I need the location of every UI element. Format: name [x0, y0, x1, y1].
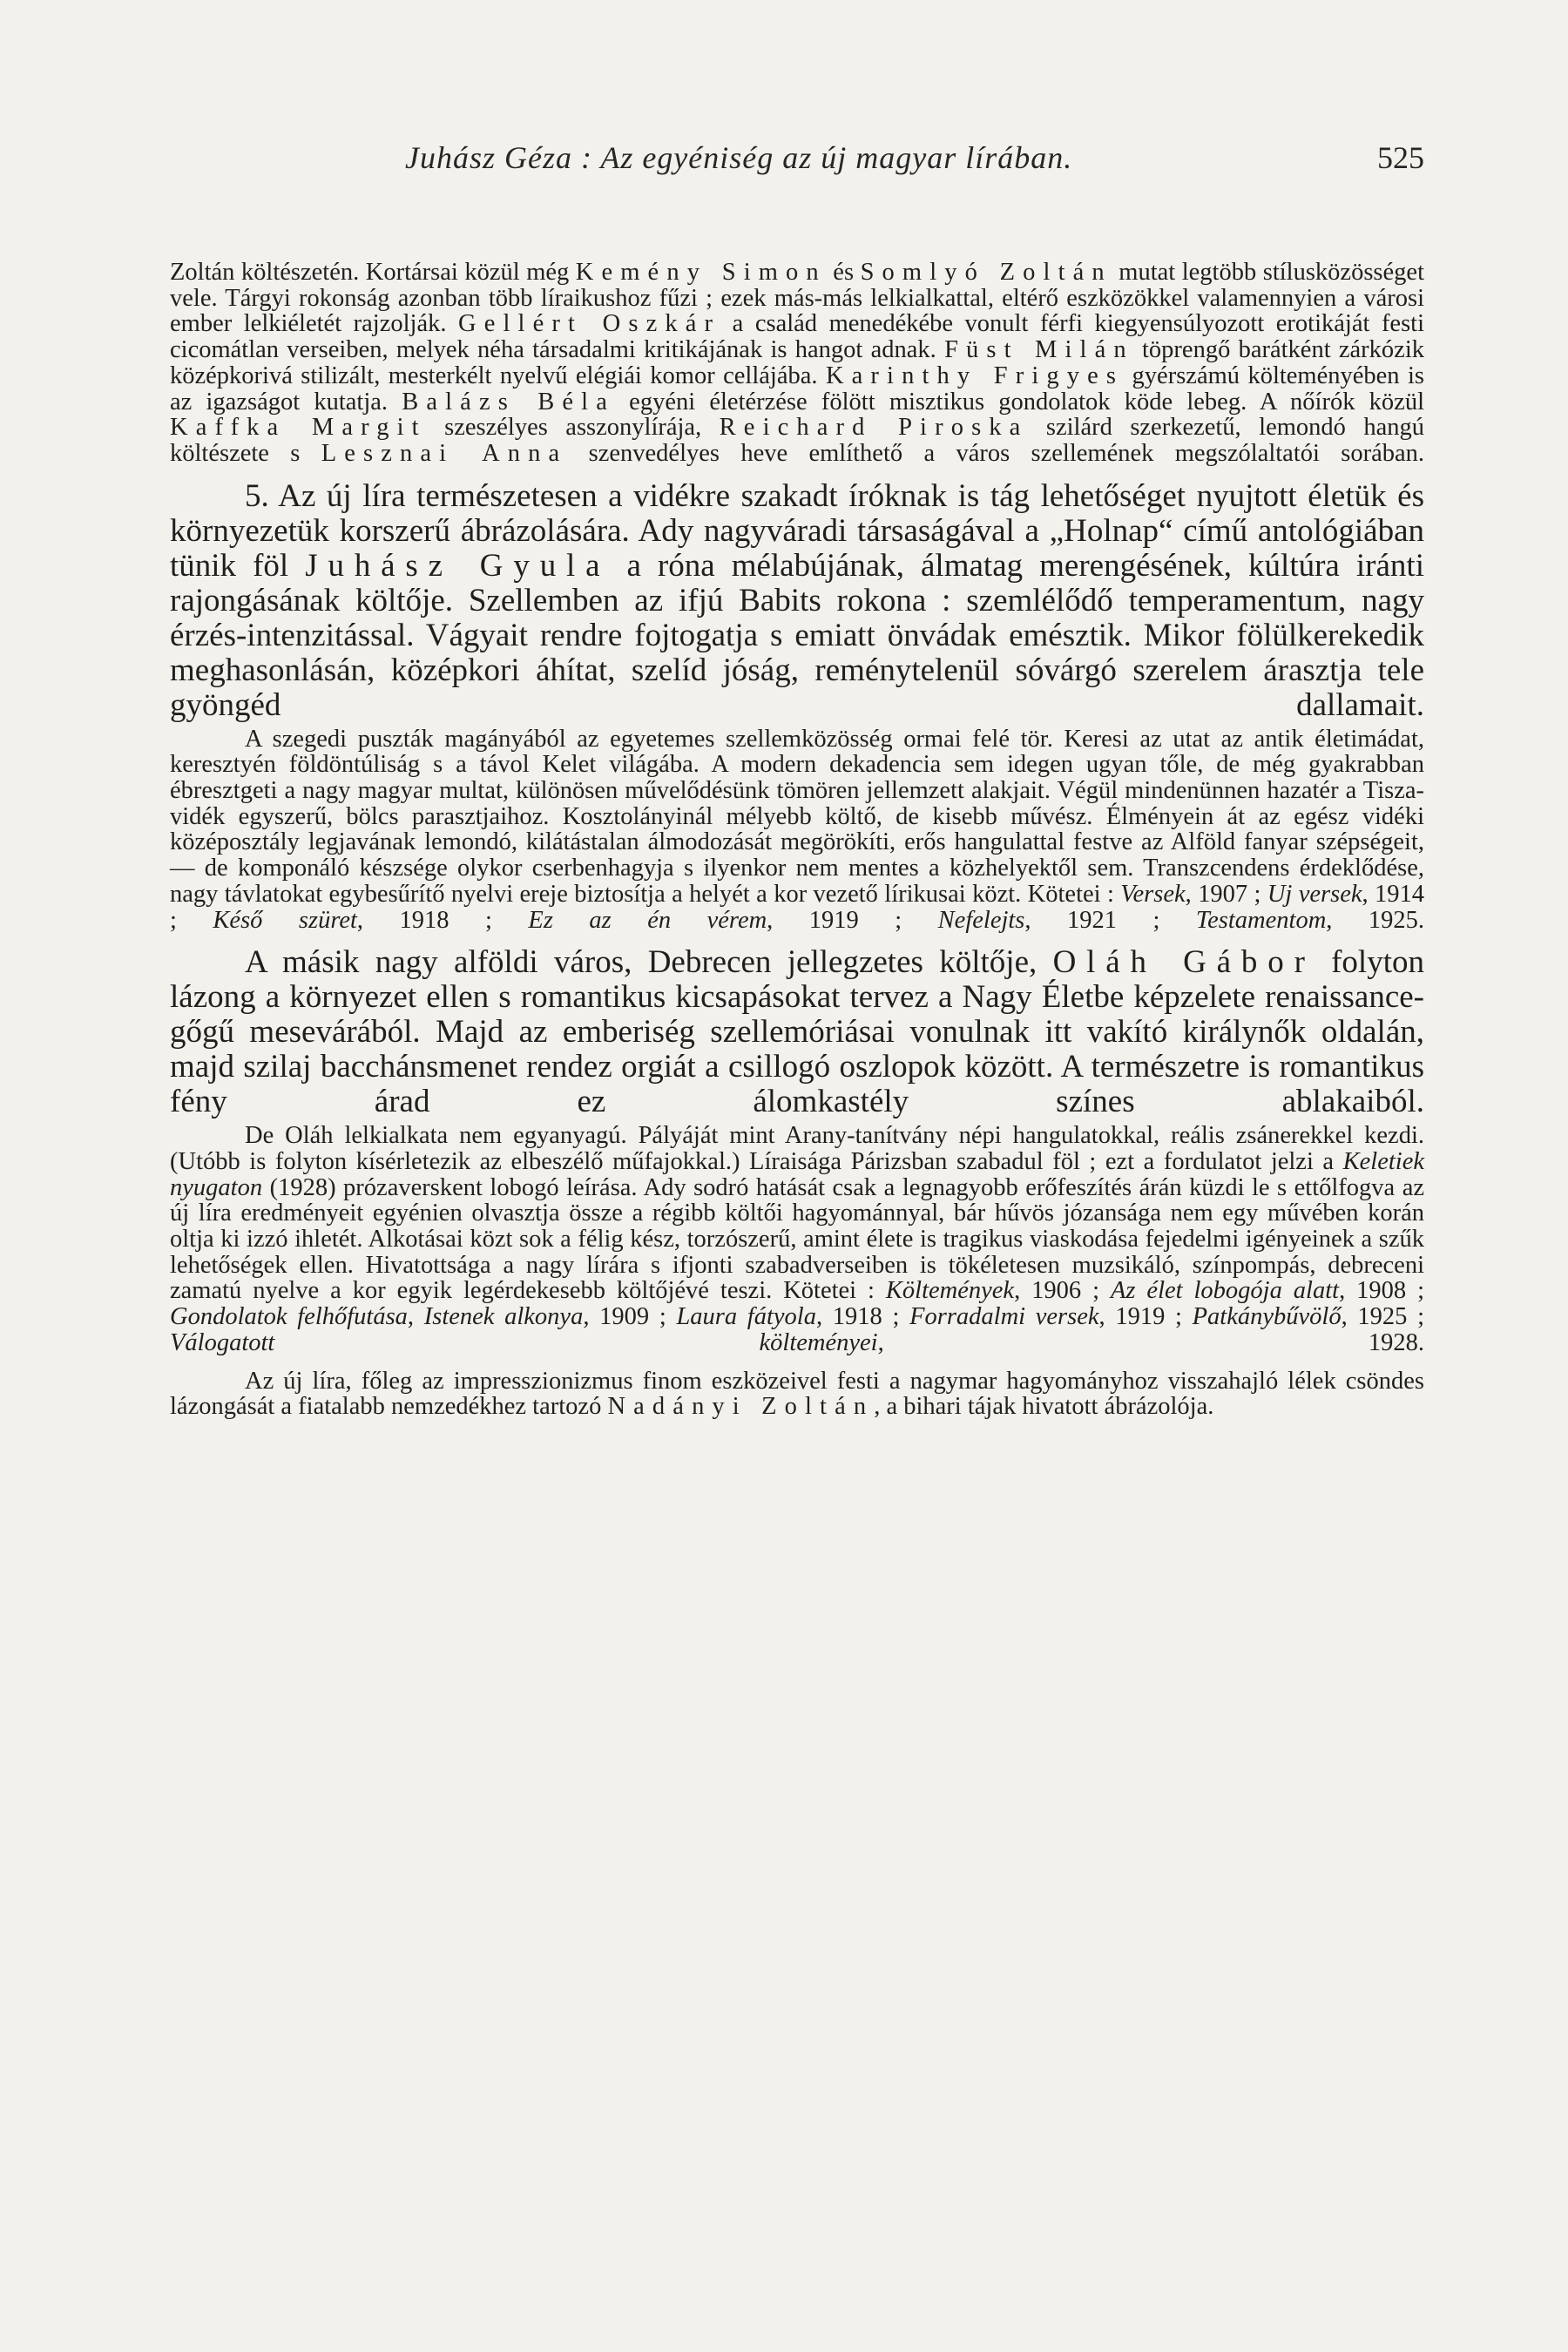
page-body [170, 260, 1424, 1420]
text-run: , a bihari tájak hivatott ábrázolója. [874, 1393, 1214, 1421]
author-name: Balázs Béla [402, 388, 615, 416]
book-title: Patkánybűvölő [1192, 1303, 1342, 1331]
author-name: Füst Milán [944, 336, 1134, 364]
text-run: mutat legtöbb stílusközösséget vele. Tárgyi rokonság azonban több líraikushoz fűzi ; ezek más-más lelkialkattal, eltérő eszközökkel valamennyien a városi ember lelkiéletét rajzolják. [170, 259, 1424, 338]
text-run: , 1925. [1326, 906, 1425, 934]
text-run: De Oláh lelkialkata nem egyanyagú. Pályáját mint Arany-tanítvány népi hangulatokkal, reális zsánerekkel kezdi. (Utóbb is folyton kísérletezik az elbeszélő műfajokkal.) Líraisága Párizsban szabadul föl ; ezt a fordulatot jelzi a [170, 1122, 1424, 1175]
book-title: Versek [1120, 880, 1186, 908]
text-run: töprengő barátként zárkózik középkorivá stilizált, mesterkélt nyelvű elégiái komor cellájába. [170, 336, 1424, 389]
text-run: Zoltán költészetén. Kortársai közül még [170, 259, 576, 286]
book-title: Forradalmi versek [909, 1303, 1099, 1331]
text-run: gyérszámú költeményében is az igazságot kutatja. [170, 362, 1424, 416]
text-run: , 1919 ; [1098, 1303, 1193, 1331]
text-run: Az új líra, főleg az impresszionizmus finom eszközeivel festi a nagymar hagyományhoz visszahajló lélek csöndes lázongását a fiatalabb nemzedékhez tartozó [170, 1367, 1424, 1421]
author-name: Karinthy Frigyes [825, 362, 1125, 389]
book-title: Válogatott költeményei [170, 1328, 878, 1356]
text-run: , 1909 ; [583, 1303, 677, 1331]
author-name: Gellért Oszkár [458, 310, 721, 338]
paragraph-3 [170, 727, 1424, 934]
text-run: , 1928. [877, 1328, 1425, 1356]
text-run: , 1914 ; [170, 880, 1425, 934]
book-title: Uj versek [1267, 880, 1362, 908]
text-run: szeszélyes asszonylírája, [426, 414, 720, 442]
text-run: , 1925 ; [1341, 1303, 1425, 1331]
book-title: Keletiek nyugaton [170, 1147, 1424, 1201]
text-run: szilárd szerkezetű, lemondó hangú költészete s [170, 414, 1424, 467]
text-run: , 1906 ; [1014, 1277, 1111, 1305]
book-title: Gondolatok felhőfutása [170, 1303, 408, 1331]
book-title: Laura fátyola [676, 1303, 816, 1331]
text-run: (1928) prózaverskent lobogó leírása. Ady sodró hatását csak a legnagyobb erőfeszítés árán küzdi le s ettőlfogva az új líra eredményeit egyénien olvasztja össze a régibb költői hagyománnyal, bár hűvös józansága nem egy művében korán oltja ki izzó ihletét. Alkotásai közt sok a félig kész, torzószerű, amint élete is tragikus viaskodása fejedelmi igényeinek a szűk lehetőségek ellen. Hivatottsága a nagy lírára s ifjonti szabadverseiben is tökéletesen muzsikáló, színpompás, debreceni zamatú nyelve a kor egyik legérdekesebb költőjévé teszi. Kötetei : [170, 1173, 1424, 1305]
author-name: Kemény Simon [575, 259, 827, 286]
text-run: A másik nagy alföldi város, Debrecen jellegzetes költője, [245, 944, 1053, 981]
text-run: , 1918 ; [815, 1303, 910, 1331]
text-run: , 1907 ; [1185, 880, 1267, 908]
author-name: Juhász Gyula [305, 547, 611, 584]
text-run: A szegedi puszták magányából az egyetemes szellemközösség ormai felé tör. Keresi az utat az antik életimádat, keresztyén földöntúliság s a távol Kelet világába. A modern dekadencia sem idegen ugyan tőle, de még gyakrabban ébresztgeti a nagy magyar multat, különösen művelődésünk tömören jellemzett alakjait. Végül mindenünnen hazatér a Tisza-vidék egyszerű, bölcs parasztjaihoz. Kosztolányinál mélyebb költő, de kisebb művész. Élményein át az egész vidéki középosztály legjavának lemondó, kilátástalan álmodozását megörökíti, erős hangulattal festve az Alföld fanyar szépségeit, — de komponáló készsége olykor cserbenhagyja s ilyenkor nem mentes a közhelyektől sem. Transzcendens érdeklődése, nagy távlatokat egybesűrítő nyelvi ereje biztosítja a helyét a kor vezető lírikusai közt. Kötetei : [170, 725, 1424, 908]
text-run: , 1919 ; [767, 906, 938, 934]
text-run: 5. Az új líra természetesen a vidékre szakadt íróknak is tág lehetőséget nyujtott életük és környezetük korszerű ábrázolására. Ady nagyváradi társaságával a „Holnap“ című antológiában tünik föl [170, 477, 1424, 584]
text-run: , 1918 ; [356, 906, 529, 934]
spacer [170, 1356, 1424, 1369]
author-name: Kaffka Margit [170, 414, 427, 442]
text-run: a róna mélabújának, álmatag merengésének, kúltúra iránti rajongásának költője. Szellemben az ifjú Babits rokona : szemlélődő temperamentum, nagy érzés-intenzitással. Vágyait rendre fojtogatja s emiatt önvádak emésztik. Mikor fölülkerekedik meghasonlásán, középkori áhítat, szelíd jóság, reménytelenül sóvárgó szerelem árasztja tele gyöngéd dallamait. [170, 547, 1424, 723]
book-title: Az élet lobogója alatt [1110, 1277, 1340, 1305]
text-run: egyéni életérzése fölött misztikus gondolatok köde lebeg. A nőírók közül [614, 388, 1424, 416]
author-name: Somlyó Zoltán [860, 259, 1112, 286]
page-header [170, 139, 1424, 178]
paragraph-2 [170, 479, 1424, 723]
author-name: Lesznai Anna [321, 439, 568, 467]
paragraph-5 [170, 1123, 1424, 1355]
author-name: Reichard Piroska [719, 414, 1029, 442]
paragraph-1 [170, 260, 1424, 467]
text-run: , [407, 1303, 424, 1331]
book-title: Testamentom [1195, 906, 1327, 934]
text-run: folyton lázong a környezet ellen s romantikus kicsapásokat tervez a Nagy Életbe képzelete renaissance-gőgű mesevárából. Majd az emberiség szellemóriásai vonulnak itt vakító királynők oldalán, majd szilaj bacchánsmenet rendez orgiát a csillogó oszlopok között. A természetre is romantikus fény árad ez álomkastély színes ablakaiból. [170, 944, 1424, 1120]
book-title: Költemények [885, 1277, 1015, 1305]
text-run: és [826, 259, 861, 286]
author-name: Oláh Gábor [1052, 944, 1315, 981]
spacer [170, 933, 1424, 945]
text-run: a család menedékébe vonult férfi kiegyensúlyozott erotikáját festi cicomátlan verseiben, melyek néha társadalmi kritikájának is hangot adnak. [170, 310, 1425, 364]
text-run: szenvedélyes heve említhető a város szellemének megszólaltatói sorában. [567, 439, 1425, 467]
author-name: Nadányi Zoltán [607, 1393, 875, 1421]
spacer [170, 467, 1424, 479]
text-run: , 1908 ; [1339, 1277, 1425, 1305]
book-title: Nefelejts [937, 906, 1025, 934]
paragraph-6 [170, 1369, 1424, 1420]
paragraph-4 [170, 945, 1424, 1119]
book-title: Késő szüret [213, 906, 357, 934]
page-number: 525 [1377, 140, 1424, 175]
book-title: Ez az én vérem [528, 906, 767, 934]
text-run: , 1921 ; [1024, 906, 1196, 934]
book-title: Istenek alkonya [423, 1303, 584, 1331]
running-title: Juhász Géza : Az egyéniség az új magyar lírában. [405, 140, 1073, 175]
